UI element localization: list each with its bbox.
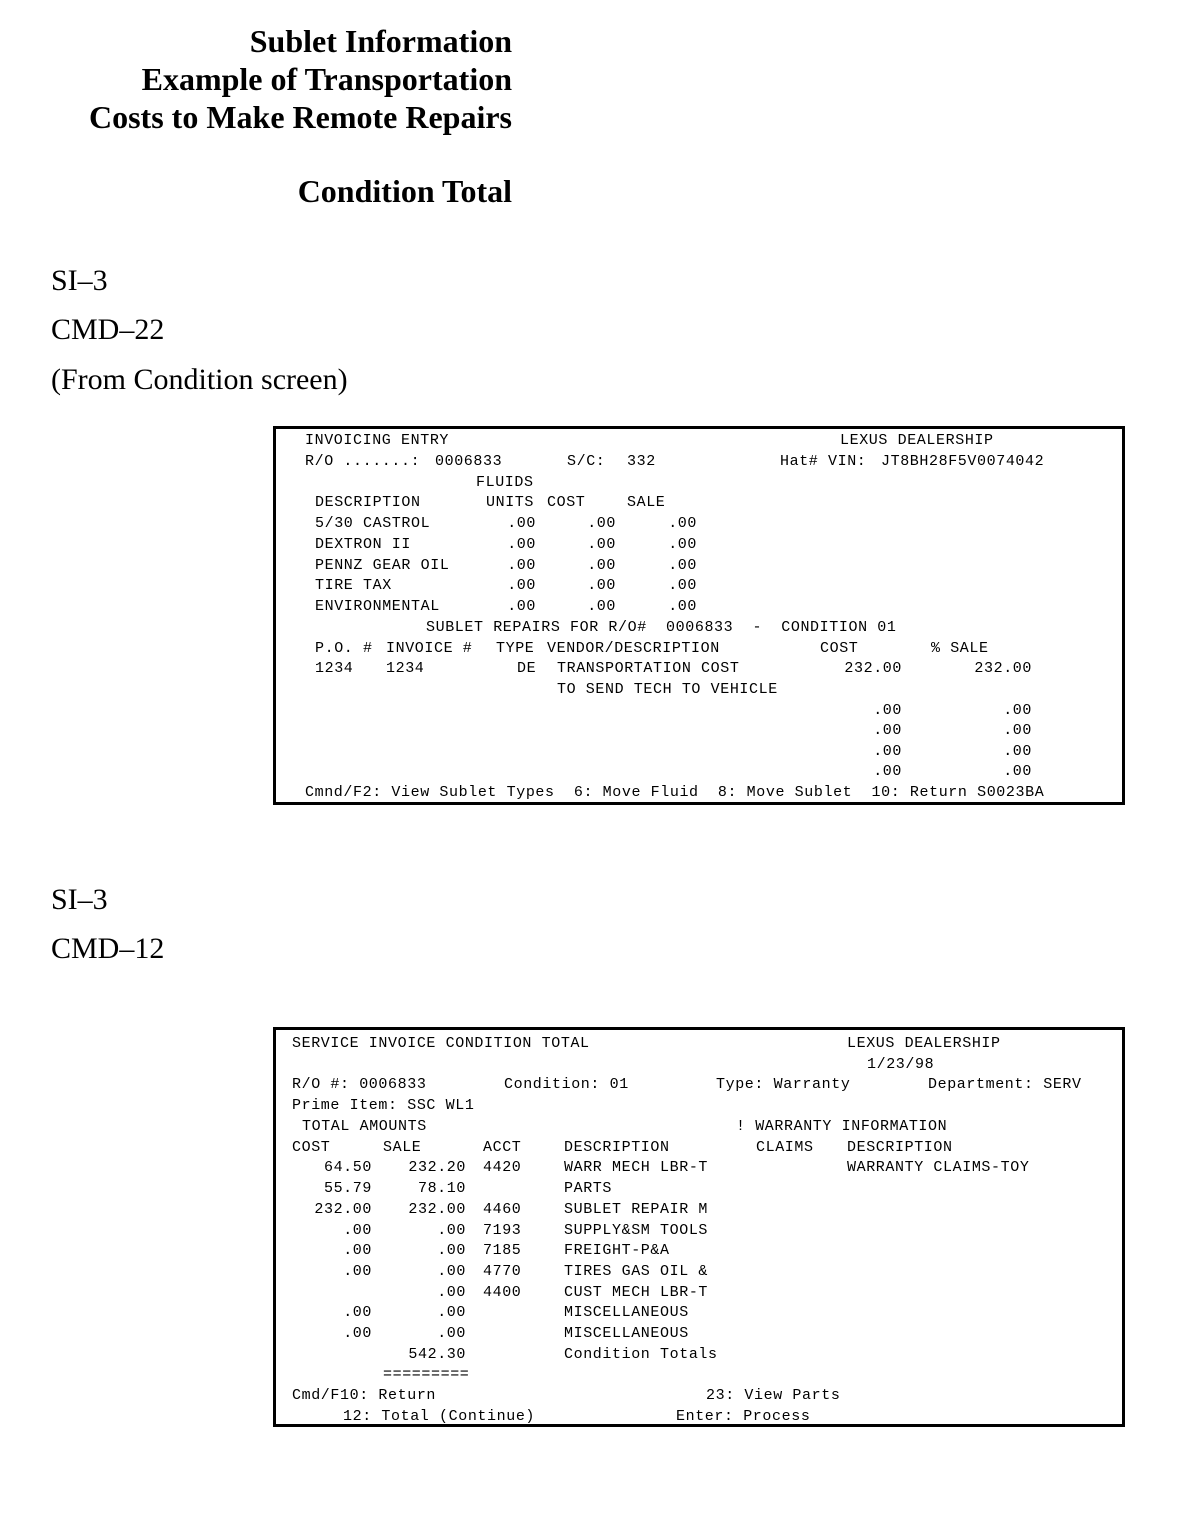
row-description: MISCELLANEOUS <box>564 1304 689 1321</box>
row-sale: .00 <box>437 1263 466 1280</box>
sc-label: S/C: <box>567 453 606 470</box>
row-sale: 78.10 <box>417 1180 466 1197</box>
fluid-col-units: UNITS <box>486 494 535 511</box>
fluid-sale[interactable]: .00 <box>668 536 697 553</box>
condition-total-label: Condition Totals <box>564 1346 718 1363</box>
total-amounts-header: TOTAL AMOUNTS <box>302 1118 427 1135</box>
row-claims-description: WARRANTY CLAIMS-TOY <box>847 1159 1030 1176</box>
col-sale: SALE <box>383 1139 422 1156</box>
heading-line-1: Sublet Information <box>249 23 512 59</box>
row-cost: .00 <box>343 1242 372 1259</box>
fluid-description: 5/30 CASTROL <box>315 515 431 532</box>
fluid-units[interactable]: .00 <box>507 557 536 574</box>
sublet-empty-sale[interactable]: .00 <box>1003 743 1032 760</box>
row-description: TIRES GAS OIL & <box>564 1263 709 1280</box>
row-sale: .00 <box>437 1284 466 1301</box>
document-heading <box>89 22 512 136</box>
row-cost: 232.00 <box>314 1201 372 1218</box>
fluid-description: ENVIRONMENTAL <box>315 598 440 615</box>
heading-line-2: Example of Transportation <box>141 61 512 97</box>
fluids-header: FLUIDS <box>476 474 534 491</box>
sublet-col-cost: COST <box>820 640 859 657</box>
sublet-cost[interactable]: 232.00 <box>844 660 902 677</box>
sublet-empty-cost[interactable]: .00 <box>873 763 902 780</box>
fluid-cost[interactable]: .00 <box>587 598 616 615</box>
col-cost: COST <box>292 1139 331 1156</box>
heading-subtitle: Condition Total <box>297 173 512 209</box>
screen1-dealer: LEXUS DEALERSHIP <box>840 432 994 449</box>
col-claims-description: DESCRIPTION <box>847 1139 953 1156</box>
fluid-col-description: DESCRIPTION <box>315 494 421 511</box>
sublet-col-vendor: VENDOR/DESCRIPTION <box>547 640 720 657</box>
fluid-units[interactable]: .00 <box>507 577 536 594</box>
row-sale: .00 <box>437 1222 466 1239</box>
screen1-title: INVOICING ENTRY <box>305 432 450 449</box>
fluid-description: DEXTRON II <box>315 536 412 553</box>
vin-value[interactable]: JT8BH28F5V0074042 <box>881 453 1045 470</box>
warranty-info-header: ! WARRANTY INFORMATION <box>736 1118 948 1135</box>
ro-label: R/O .......: <box>305 453 421 470</box>
sublet-empty-sale[interactable]: .00 <box>1003 763 1032 780</box>
sublet-col-sale: % SALE <box>931 640 989 657</box>
row-sale: 232.00 <box>408 1201 466 1218</box>
sublet-sale[interactable]: 232.00 <box>974 660 1032 677</box>
screen2-dealer: LEXUS DEALERSHIP <box>847 1035 1001 1052</box>
row-acct: 7193 <box>483 1222 522 1239</box>
invoicing-entry-screen <box>273 426 1125 805</box>
fluid-col-sale: SALE <box>627 494 666 511</box>
sublet-col-po: P.O. # <box>315 640 373 657</box>
fluid-cost[interactable]: .00 <box>587 577 616 594</box>
row-cost: .00 <box>343 1325 372 1342</box>
row-acct: 7185 <box>483 1242 522 1259</box>
fluid-description: TIRE TAX <box>315 577 392 594</box>
view-parts-key[interactable]: 23: View Parts <box>706 1387 841 1404</box>
department: Department: SERV <box>928 1076 1082 1093</box>
row-cost: .00 <box>343 1304 372 1321</box>
sublet-col-invoice: INVOICE # <box>386 640 473 657</box>
fluid-sale[interactable]: .00 <box>668 515 697 532</box>
sublet-empty-cost[interactable]: .00 <box>873 702 902 719</box>
sublet-col-type: TYPE <box>496 640 535 657</box>
section2-cmd: CMD–12 <box>51 932 165 965</box>
row-cost: 64.50 <box>323 1159 372 1176</box>
fluid-units[interactable]: .00 <box>507 536 536 553</box>
heading-line-3: Costs to Make Remote Repairs <box>88 99 512 135</box>
sublet-invoice[interactable]: 1234 <box>386 660 425 677</box>
vin-label: Hat# VIN: <box>780 453 867 470</box>
prime-item: Prime Item: SSC WL1 <box>292 1097 475 1114</box>
section1-code: SI–3 <box>51 264 108 297</box>
row-description: SUPPLY&SM TOOLS <box>564 1222 709 1239</box>
sc-value[interactable]: 332 <box>627 453 656 470</box>
fluid-col-cost: COST <box>547 494 586 511</box>
sublet-empty-cost[interactable]: .00 <box>873 743 902 760</box>
row-cost: .00 <box>343 1263 372 1280</box>
row-acct: 4460 <box>483 1201 522 1218</box>
row-description: FREIGHT-P&A <box>564 1242 670 1259</box>
ro-value[interactable]: 0006833 <box>435 453 503 470</box>
screen1-function-keys: Cmnd/F2: View Sublet Types 6: Move Fluid 8: Move Sublet 10: Return S0023BA <box>305 784 1045 801</box>
row-description: CUST MECH LBR-T <box>564 1284 709 1301</box>
section1-note: (From Condition screen) <box>51 363 348 396</box>
sublet-type[interactable]: DE <box>517 660 537 677</box>
sublet-empty-cost[interactable]: .00 <box>873 722 902 739</box>
sublet-empty-sale[interactable]: .00 <box>1003 722 1032 739</box>
row-cost: 55.79 <box>323 1180 372 1197</box>
sublet-empty-sale[interactable]: .00 <box>1003 702 1032 719</box>
sublet-vendor-line1[interactable]: TRANSPORTATION COST <box>557 660 740 677</box>
condition-total-screen <box>273 1027 1125 1427</box>
row-acct: 4420 <box>483 1159 522 1176</box>
row-sale: .00 <box>437 1304 466 1321</box>
screen2-title: SERVICE INVOICE CONDITION TOTAL <box>292 1035 590 1052</box>
col-description: DESCRIPTION <box>564 1139 670 1156</box>
ro-number: R/O #: 0006833 <box>292 1076 427 1093</box>
fluid-description: PENNZ GEAR OIL <box>315 557 450 574</box>
fluid-units[interactable]: .00 <box>507 515 536 532</box>
total-continue-key[interactable]: 12: Total (Continue) <box>343 1408 536 1425</box>
row-cost: .00 <box>343 1222 372 1239</box>
condition-total-value: 542.30 <box>408 1346 466 1363</box>
fluid-sale[interactable]: .00 <box>668 577 697 594</box>
fluid-units[interactable]: .00 <box>507 598 536 615</box>
row-description: WARR MECH LBR-T <box>564 1159 709 1176</box>
sublet-header: SUBLET REPAIRS FOR R/O# 0006833 - CONDITION 01 <box>426 619 897 636</box>
row-sale: .00 <box>437 1242 466 1259</box>
process-key[interactable]: Enter: Process <box>676 1408 811 1425</box>
col-acct: ACCT <box>483 1139 522 1156</box>
section1-cmd: CMD–22 <box>51 313 165 346</box>
row-acct: 4400 <box>483 1284 522 1301</box>
row-acct: 4770 <box>483 1263 522 1280</box>
sublet-po[interactable]: 1234 <box>315 660 354 677</box>
fluid-sale[interactable]: .00 <box>668 557 697 574</box>
return-key[interactable]: Cmd/F10: Return <box>292 1387 437 1404</box>
fluid-sale[interactable]: .00 <box>668 598 697 615</box>
invoice-type: Type: Warranty <box>716 1076 851 1093</box>
row-description: SUBLET REPAIR M <box>564 1201 709 1218</box>
section2-code: SI–3 <box>51 883 108 916</box>
fluid-cost[interactable]: .00 <box>587 557 616 574</box>
row-sale: .00 <box>437 1325 466 1342</box>
row-description: PARTS <box>564 1180 613 1197</box>
col-claims: CLAIMS <box>756 1139 814 1156</box>
fluid-cost[interactable]: .00 <box>587 515 616 532</box>
condition-number: Condition: 01 <box>504 1076 629 1093</box>
sublet-vendor-line2[interactable]: TO SEND TECH TO VEHICLE <box>557 681 778 698</box>
row-description: MISCELLANEOUS <box>564 1325 689 1342</box>
row-sale: 232.20 <box>408 1159 466 1176</box>
total-underline: ========= <box>383 1366 470 1383</box>
fluid-cost[interactable]: .00 <box>587 536 616 553</box>
screen2-date: 1/23/98 <box>867 1056 935 1073</box>
